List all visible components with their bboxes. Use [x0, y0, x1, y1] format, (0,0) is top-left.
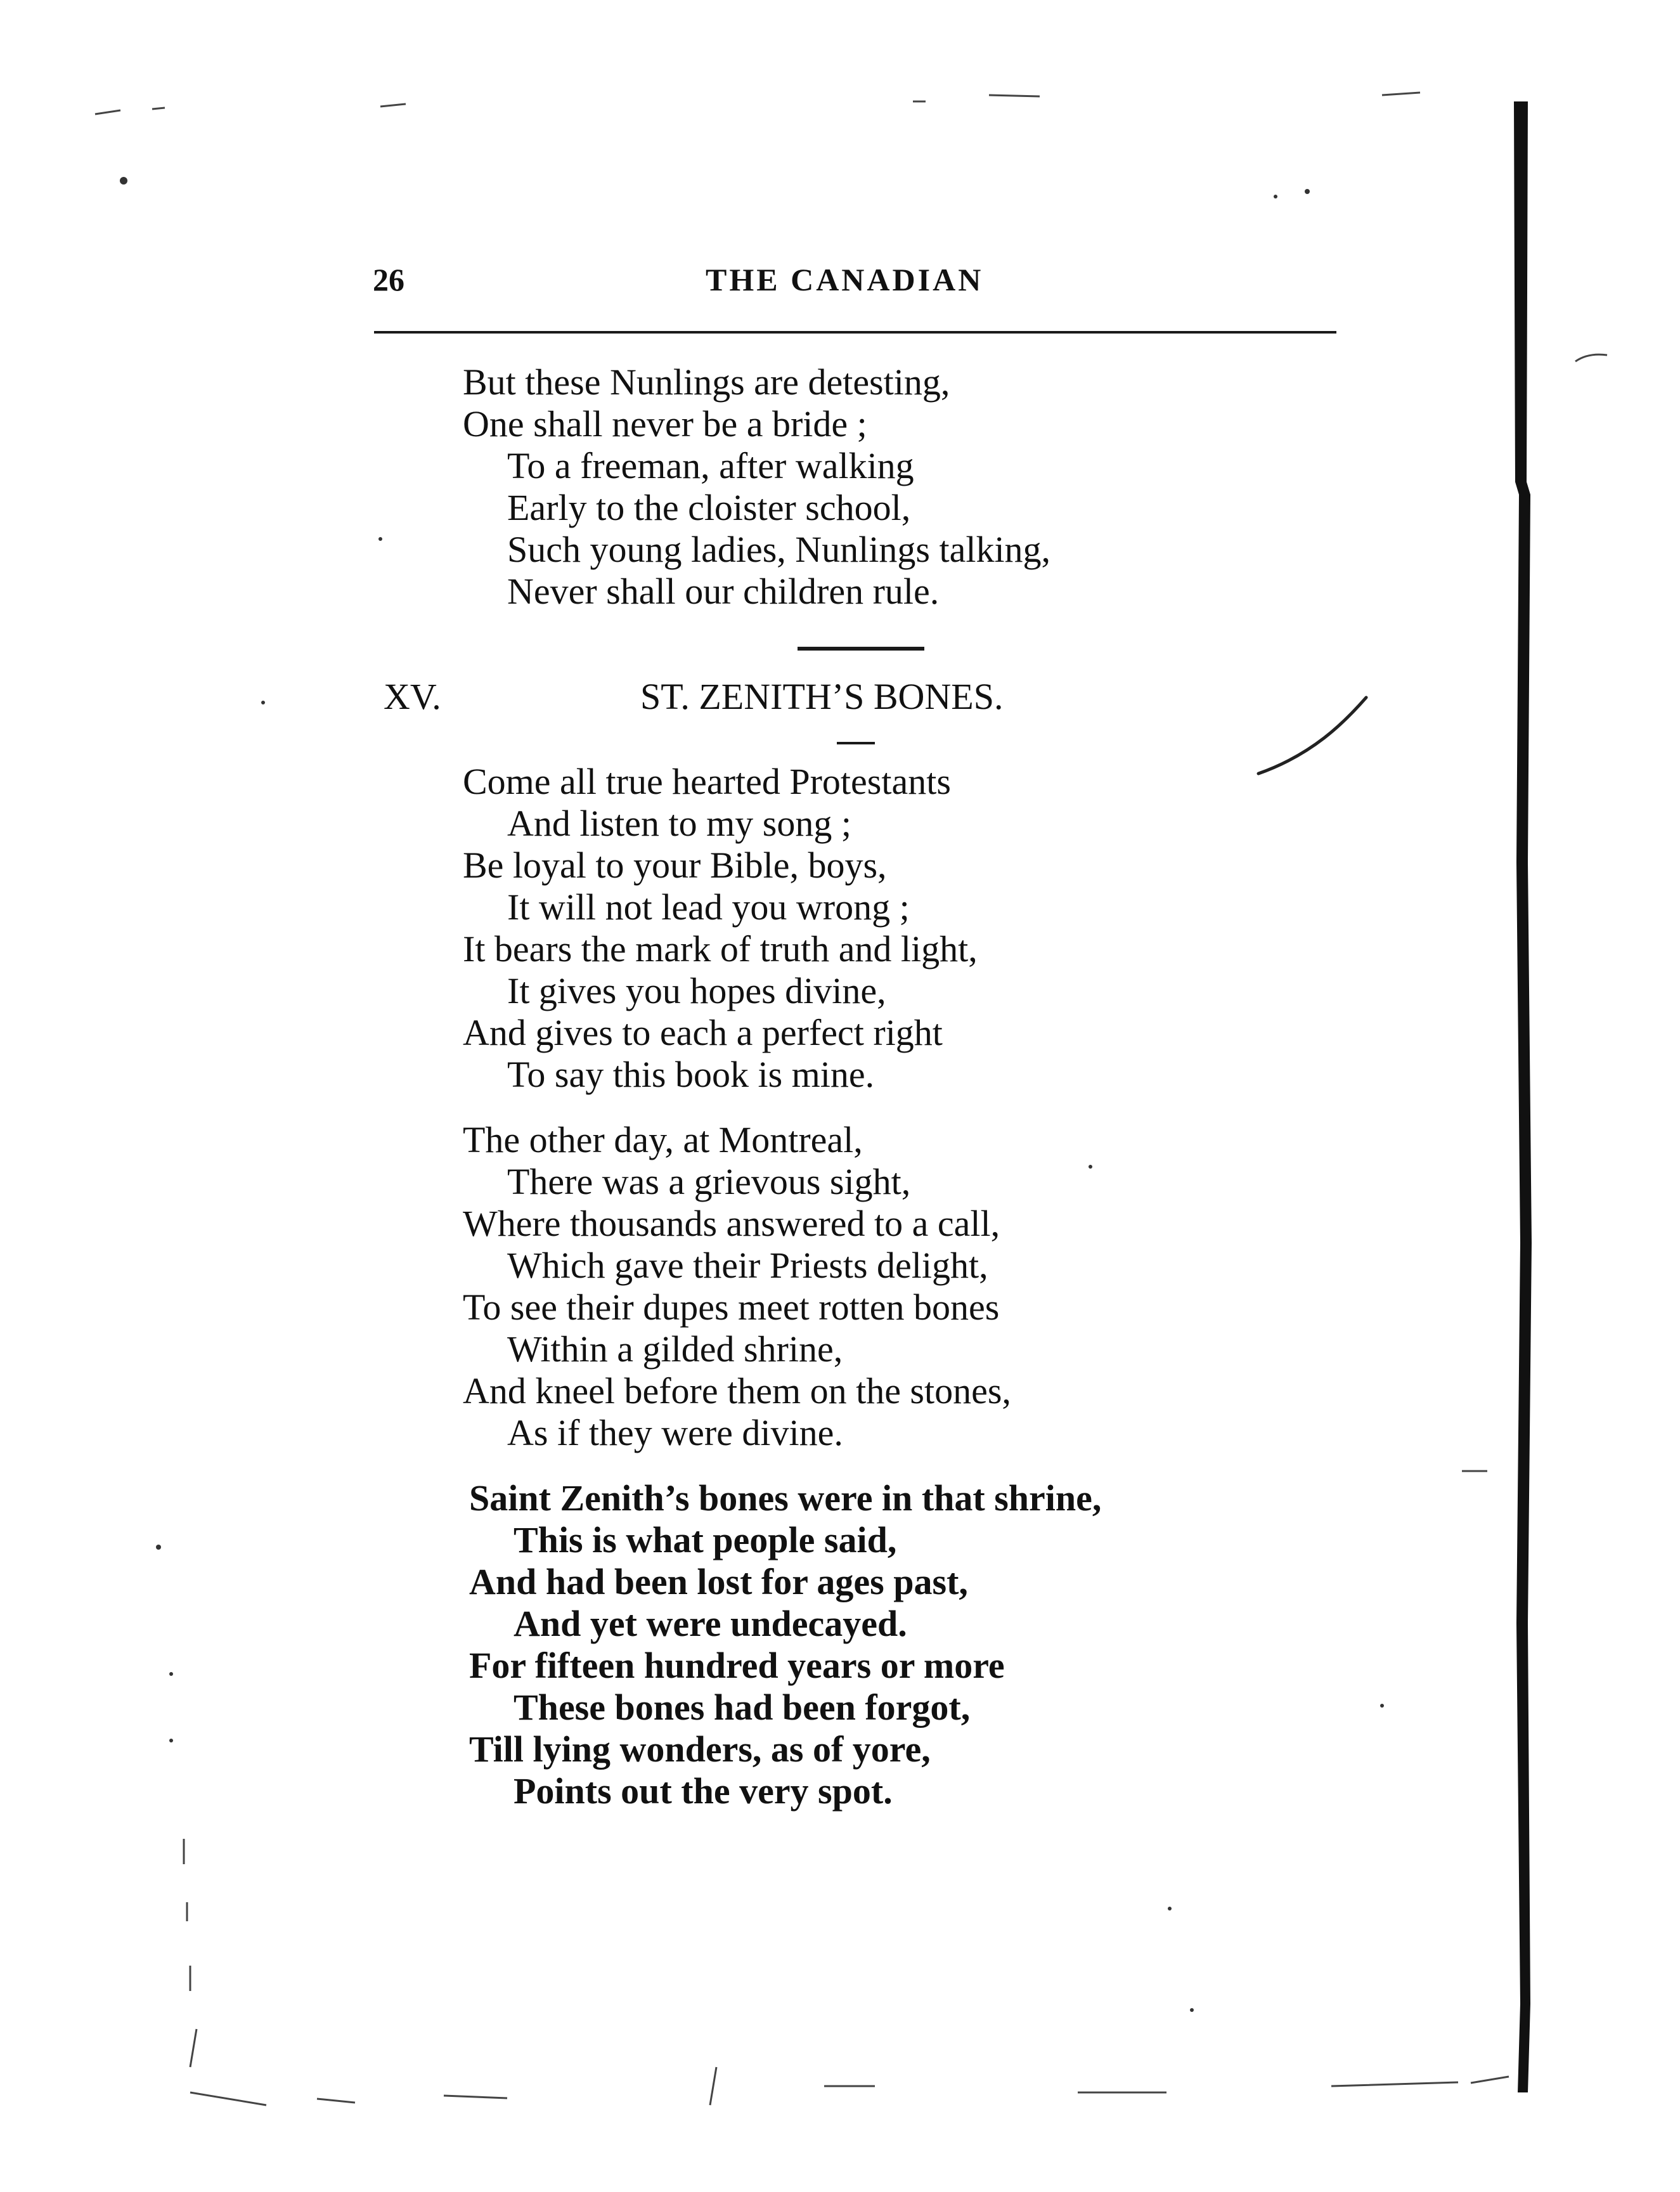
poem-line: There was a grievous sight, — [507, 1161, 911, 1202]
poem-title: ST. ZENITH’S BONES. — [640, 676, 1004, 717]
poem-line: But these Nunlings are detesting, — [463, 361, 950, 403]
poem-line: The other day, at Montreal, — [463, 1119, 863, 1160]
running-title: THE CANADIAN — [706, 262, 984, 297]
running-header — [373, 261, 1336, 312]
poem-line: And kneel before them on the stones, — [463, 1370, 1011, 1411]
binding-edge — [1509, 101, 1534, 2092]
section-number: XV. — [384, 676, 441, 717]
pencil-mark — [1255, 691, 1369, 780]
poem-stanza-2 — [463, 1119, 1350, 1454]
poem-line: Such young ladies, Nunlings talking, — [507, 529, 1051, 570]
poem-line: And gives to each a perfect right — [463, 1012, 943, 1053]
poem-line: And listen to my song ; — [507, 803, 851, 844]
poem-line: To a freeman, after walking — [507, 445, 914, 486]
previous-poem-stanza — [463, 361, 1350, 613]
poem-line: And had been lost for ages past, — [469, 1561, 968, 1602]
poem-line: To say this book is mine. — [507, 1054, 875, 1095]
section-divider — [798, 647, 924, 651]
poem-line: Till lying wonders, as of yore, — [469, 1728, 931, 1770]
poem-line: As if they were divine. — [507, 1412, 843, 1453]
poem-line: Be loyal to your Bible, boys, — [463, 845, 887, 886]
title-dash — [837, 742, 875, 744]
poem-line: This is what people said, — [514, 1519, 897, 1560]
poem-line: And yet were undecayed. — [514, 1603, 907, 1644]
poem-line: For fifteen hundred years or more — [469, 1645, 1005, 1686]
poem-line: It bears the mark of truth and light, — [463, 928, 978, 970]
header-rule — [374, 331, 1336, 334]
poem-line: It gives you hopes divine, — [507, 970, 886, 1011]
poem-line: Points out the very spot. — [514, 1770, 893, 1812]
poem-line: Early to the cloister school, — [507, 487, 911, 528]
poem-line: Where thousands answered to a call, — [463, 1203, 1000, 1244]
poem-line: Within a gilded shrine, — [507, 1328, 843, 1370]
poem-line: These bones had been forgot, — [514, 1687, 971, 1728]
poem-line: Saint Zenith’s bones were in that shrine, — [469, 1477, 1102, 1519]
poem-line: One shall never be a bride ; — [463, 403, 867, 444]
poem-line: Never shall our children rule. — [507, 571, 940, 612]
poem-stanza-1 — [463, 761, 1350, 1096]
poem-stanza-3 — [469, 1477, 1357, 1812]
poem-line: Come all true hearted Protestants — [463, 761, 951, 802]
poem-line: Which gave their Priests delight, — [507, 1245, 988, 1286]
poem-line: It will not lead you wrong ; — [507, 886, 910, 928]
poem-line: To see their dupes meet rotten bones — [463, 1287, 1000, 1328]
page-number: 26 — [373, 262, 404, 297]
